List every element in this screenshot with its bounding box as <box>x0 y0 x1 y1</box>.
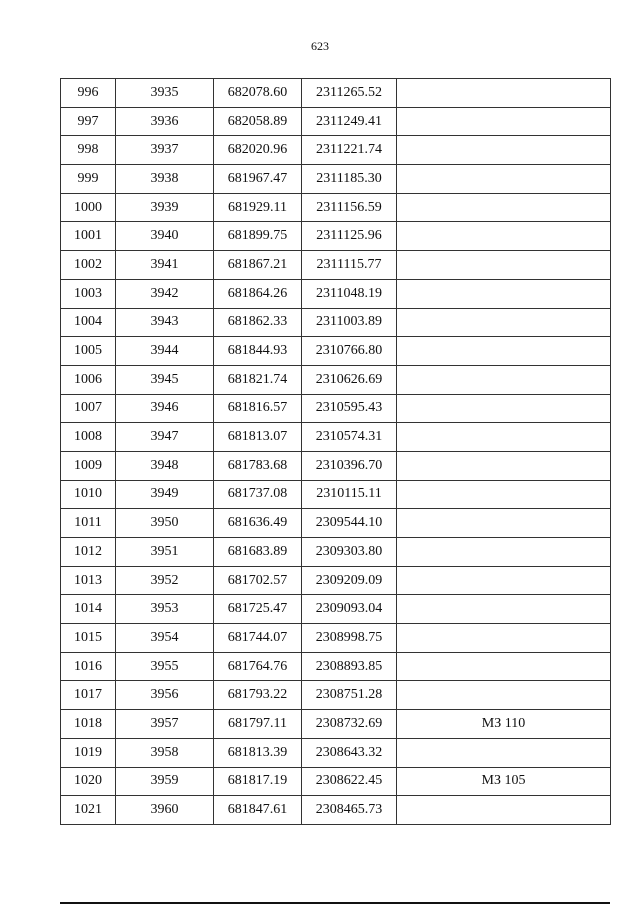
note-cell <box>397 251 611 280</box>
point-id-cell: 3935 <box>116 79 214 108</box>
row-number-cell: 1000 <box>61 193 116 222</box>
x-coordinate-cell: 681737.08 <box>214 480 302 509</box>
table-row <box>61 796 611 825</box>
y-coordinate-cell: 2311185.30 <box>302 165 397 194</box>
y-coordinate-cell: 2308893.85 <box>302 652 397 681</box>
point-id-cell: 3957 <box>116 710 214 739</box>
note-cell <box>397 451 611 480</box>
x-coordinate-cell: 681813.07 <box>214 423 302 452</box>
table-row <box>61 509 611 538</box>
x-coordinate-cell: 681813.39 <box>214 738 302 767</box>
point-id-cell: 3948 <box>116 451 214 480</box>
row-number-cell: 1008 <box>61 423 116 452</box>
x-coordinate-cell: 681683.89 <box>214 538 302 567</box>
row-number-cell: 1009 <box>61 451 116 480</box>
x-coordinate-cell: 681636.49 <box>214 509 302 538</box>
row-number-cell: 1001 <box>61 222 116 251</box>
row-number-cell: 1018 <box>61 710 116 739</box>
y-coordinate-cell: 2310115.11 <box>302 480 397 509</box>
x-coordinate-cell: 681867.21 <box>214 251 302 280</box>
table-row <box>61 365 611 394</box>
y-coordinate-cell: 2308751.28 <box>302 681 397 710</box>
table-row <box>61 222 611 251</box>
note-cell <box>397 365 611 394</box>
x-coordinate-cell: 681864.26 <box>214 279 302 308</box>
note-cell <box>397 480 611 509</box>
table-row <box>61 538 611 567</box>
table-row <box>61 251 611 280</box>
note-cell <box>397 595 611 624</box>
table-row <box>61 165 611 194</box>
note-cell <box>397 624 611 653</box>
note-cell <box>397 107 611 136</box>
note-cell <box>397 538 611 567</box>
coordinates-table-body <box>61 79 611 825</box>
point-id-cell: 3956 <box>116 681 214 710</box>
y-coordinate-cell: 2311249.41 <box>302 107 397 136</box>
page-number: 623 <box>311 39 329 53</box>
x-coordinate-cell: 681816.57 <box>214 394 302 423</box>
y-coordinate-cell: 2310626.69 <box>302 365 397 394</box>
note-cell <box>397 796 611 825</box>
table-row <box>61 624 611 653</box>
point-id-cell: 3939 <box>116 193 214 222</box>
x-coordinate-cell: 682058.89 <box>214 107 302 136</box>
footer-divider <box>60 902 610 904</box>
point-id-cell: 3936 <box>116 107 214 136</box>
row-number-cell: 997 <box>61 107 116 136</box>
point-id-cell: 3950 <box>116 509 214 538</box>
row-number-cell: 999 <box>61 165 116 194</box>
y-coordinate-cell: 2310574.31 <box>302 423 397 452</box>
note-cell <box>397 681 611 710</box>
y-coordinate-cell: 2308998.75 <box>302 624 397 653</box>
table-row <box>61 566 611 595</box>
y-coordinate-cell: 2311125.96 <box>302 222 397 251</box>
y-coordinate-cell: 2309303.80 <box>302 538 397 567</box>
point-id-cell: 3938 <box>116 165 214 194</box>
y-coordinate-cell: 2310595.43 <box>302 394 397 423</box>
point-id-cell: 3952 <box>116 566 214 595</box>
row-number-cell: 1004 <box>61 308 116 337</box>
point-id-cell: 3955 <box>116 652 214 681</box>
x-coordinate-cell: 681783.68 <box>214 451 302 480</box>
y-coordinate-cell: 2310396.70 <box>302 451 397 480</box>
point-id-cell: 3937 <box>116 136 214 165</box>
note-cell <box>397 193 611 222</box>
y-coordinate-cell: 2308732.69 <box>302 710 397 739</box>
y-coordinate-cell: 2308465.73 <box>302 796 397 825</box>
y-coordinate-cell: 2308643.32 <box>302 738 397 767</box>
row-number-cell: 1007 <box>61 394 116 423</box>
note-cell <box>397 337 611 366</box>
x-coordinate-cell: 681847.61 <box>214 796 302 825</box>
point-id-cell: 3941 <box>116 251 214 280</box>
row-number-cell: 1002 <box>61 251 116 280</box>
y-coordinate-cell: 2309209.09 <box>302 566 397 595</box>
point-id-cell: 3945 <box>116 365 214 394</box>
table-row <box>61 193 611 222</box>
table-row <box>61 423 611 452</box>
table-row <box>61 451 611 480</box>
note-cell <box>397 222 611 251</box>
table-row <box>61 136 611 165</box>
note-cell <box>397 165 611 194</box>
x-coordinate-cell: 681764.76 <box>214 652 302 681</box>
note-cell <box>397 509 611 538</box>
row-number-cell: 1021 <box>61 796 116 825</box>
point-id-cell: 3959 <box>116 767 214 796</box>
point-id-cell: 3947 <box>116 423 214 452</box>
note-cell <box>397 308 611 337</box>
table-row <box>61 308 611 337</box>
x-coordinate-cell: 681862.33 <box>214 308 302 337</box>
note-cell <box>397 279 611 308</box>
table-row <box>61 107 611 136</box>
x-coordinate-cell: 682020.96 <box>214 136 302 165</box>
row-number-cell: 1011 <box>61 509 116 538</box>
table-row <box>61 767 611 796</box>
x-coordinate-cell: 681702.57 <box>214 566 302 595</box>
y-coordinate-cell: 2308622.45 <box>302 767 397 796</box>
row-number-cell: 1016 <box>61 652 116 681</box>
table-row <box>61 595 611 624</box>
y-coordinate-cell: 2311003.89 <box>302 308 397 337</box>
note-cell: МЗ 110 <box>397 710 611 739</box>
row-number-cell: 1003 <box>61 279 116 308</box>
point-id-cell: 3944 <box>116 337 214 366</box>
row-number-cell: 1015 <box>61 624 116 653</box>
table-row <box>61 394 611 423</box>
note-cell <box>397 136 611 165</box>
table-row <box>61 79 611 108</box>
note-cell <box>397 738 611 767</box>
x-coordinate-cell: 681967.47 <box>214 165 302 194</box>
x-coordinate-cell: 681793.22 <box>214 681 302 710</box>
row-number-cell: 1020 <box>61 767 116 796</box>
y-coordinate-cell: 2309093.04 <box>302 595 397 624</box>
y-coordinate-cell: 2310766.80 <box>302 337 397 366</box>
note-cell <box>397 394 611 423</box>
row-number-cell: 1014 <box>61 595 116 624</box>
table-row <box>61 480 611 509</box>
x-coordinate-cell: 682078.60 <box>214 79 302 108</box>
x-coordinate-cell: 681929.11 <box>214 193 302 222</box>
x-coordinate-cell: 681725.47 <box>214 595 302 624</box>
point-id-cell: 3954 <box>116 624 214 653</box>
table-row <box>61 652 611 681</box>
note-cell <box>397 423 611 452</box>
note-cell: МЗ 105 <box>397 767 611 796</box>
y-coordinate-cell: 2311221.74 <box>302 136 397 165</box>
table-row <box>61 710 611 739</box>
point-id-cell: 3953 <box>116 595 214 624</box>
row-number-cell: 1012 <box>61 538 116 567</box>
x-coordinate-cell: 681797.11 <box>214 710 302 739</box>
row-number-cell: 1013 <box>61 566 116 595</box>
y-coordinate-cell: 2311265.52 <box>302 79 397 108</box>
y-coordinate-cell: 2311156.59 <box>302 193 397 222</box>
point-id-cell: 3943 <box>116 308 214 337</box>
point-id-cell: 3951 <box>116 538 214 567</box>
table-row <box>61 738 611 767</box>
y-coordinate-cell: 2309544.10 <box>302 509 397 538</box>
y-coordinate-cell: 2311048.19 <box>302 279 397 308</box>
point-id-cell: 3960 <box>116 796 214 825</box>
x-coordinate-cell: 681844.93 <box>214 337 302 366</box>
point-id-cell: 3942 <box>116 279 214 308</box>
point-id-cell: 3949 <box>116 480 214 509</box>
row-number-cell: 998 <box>61 136 116 165</box>
row-number-cell: 996 <box>61 79 116 108</box>
x-coordinate-cell: 681821.74 <box>214 365 302 394</box>
table-row <box>61 279 611 308</box>
table-row <box>61 681 611 710</box>
note-cell <box>397 79 611 108</box>
coordinates-table <box>60 78 611 825</box>
row-number-cell: 1006 <box>61 365 116 394</box>
point-id-cell: 3958 <box>116 738 214 767</box>
note-cell <box>397 652 611 681</box>
y-coordinate-cell: 2311115.77 <box>302 251 397 280</box>
point-id-cell: 3940 <box>116 222 214 251</box>
row-number-cell: 1010 <box>61 480 116 509</box>
row-number-cell: 1019 <box>61 738 116 767</box>
x-coordinate-cell: 681817.19 <box>214 767 302 796</box>
point-id-cell: 3946 <box>116 394 214 423</box>
x-coordinate-cell: 681744.07 <box>214 624 302 653</box>
note-cell <box>397 566 611 595</box>
x-coordinate-cell: 681899.75 <box>214 222 302 251</box>
row-number-cell: 1005 <box>61 337 116 366</box>
table-row <box>61 337 611 366</box>
row-number-cell: 1017 <box>61 681 116 710</box>
